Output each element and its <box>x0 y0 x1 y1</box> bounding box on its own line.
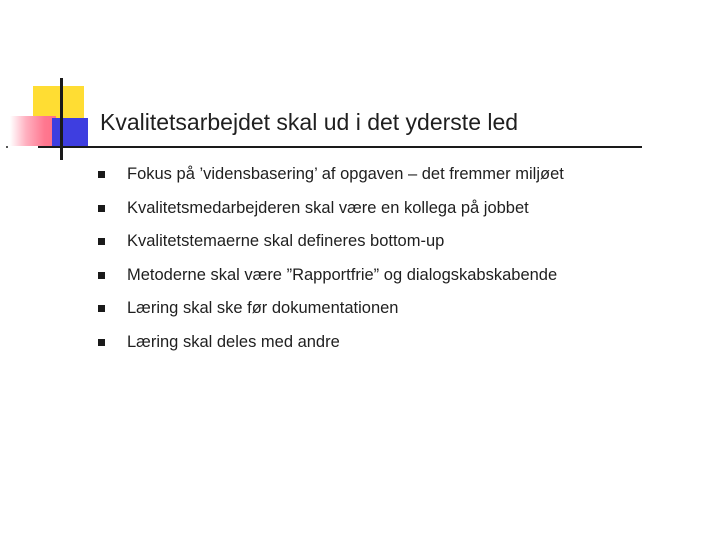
bullet-text: Læring skal deles med andre <box>127 332 340 351</box>
slide-title: Kvalitetsarbejdet skal ud i det yderste led <box>100 109 519 135</box>
bullet-text: Kvalitetstemaerne skal defineres bottom-up <box>127 232 445 250</box>
bullet-text: Kvalitetsmedarbejderen skal være en kollega på jobbet <box>127 198 529 217</box>
square-bullet-icon <box>98 305 105 312</box>
bullet-item <box>98 162 564 196</box>
square-bullet-icon <box>98 205 105 212</box>
bullet-text: Metoderne skal være ”Rapportfrie” og dialogskabskabende <box>127 265 558 284</box>
bullet-text: Læring skal ske før dokumentationen <box>127 299 399 317</box>
title-underline <box>38 146 642 148</box>
bullet-item <box>98 330 564 364</box>
decorative-pink-gradient-block <box>10 116 56 146</box>
bullet-item <box>98 296 564 330</box>
decorative-blue-square <box>52 118 88 148</box>
square-bullet-icon <box>98 171 105 178</box>
bullet-item <box>98 196 564 230</box>
square-bullet-icon <box>98 272 105 279</box>
bullet-list <box>98 162 564 363</box>
square-bullet-icon <box>98 238 105 245</box>
bullet-text: Fokus på ’vidensbasering’ af opgaven – det fremmer miljøet <box>127 165 564 183</box>
bullet-item <box>98 229 564 263</box>
decorative-dot <box>6 146 8 148</box>
square-bullet-icon <box>98 339 105 346</box>
bullet-item <box>98 263 564 297</box>
